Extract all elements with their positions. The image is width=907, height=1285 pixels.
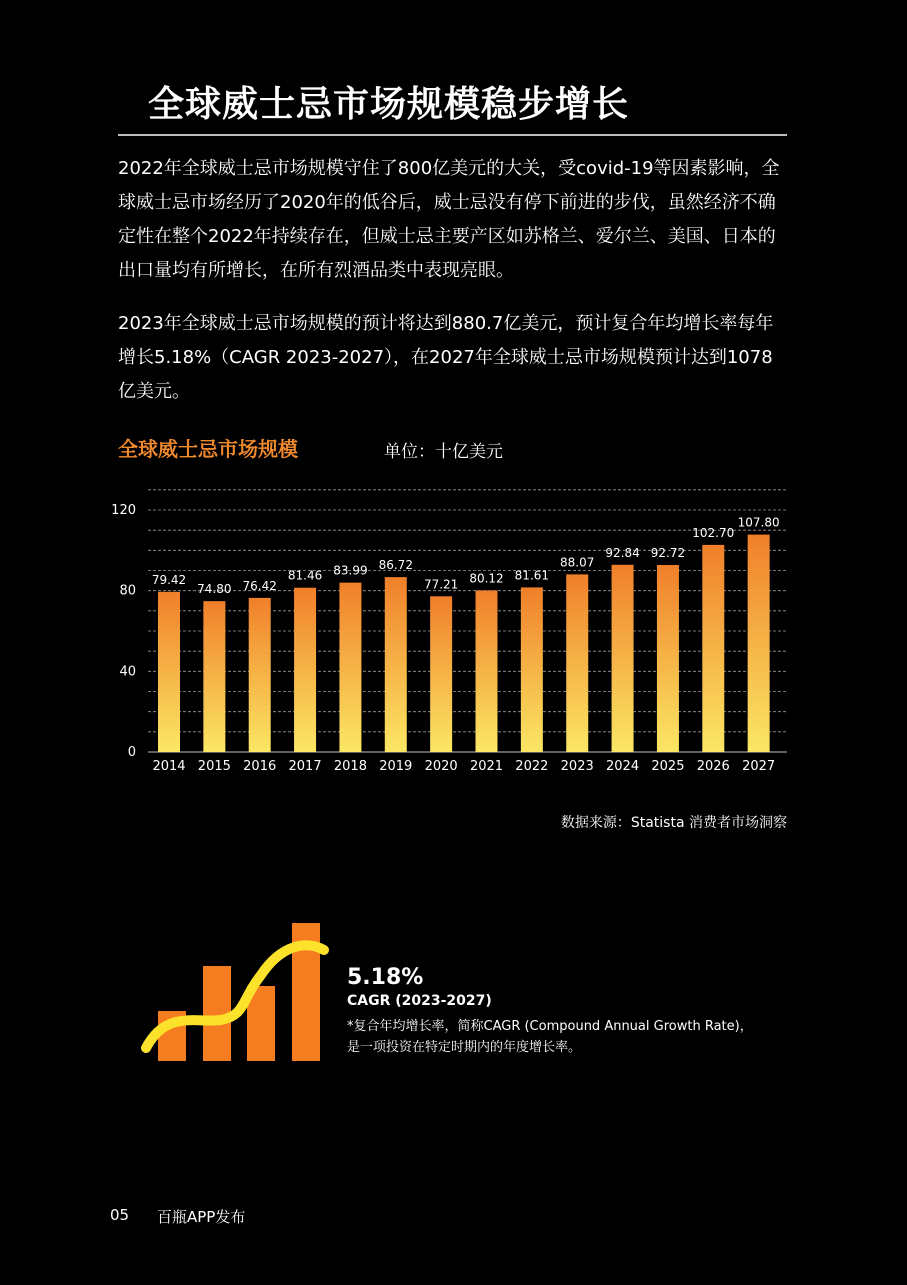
market-size-bar-chart [0,480,907,790]
chart-heading: 全球威士忌市场规模 [118,437,298,461]
bar-2017 [294,588,316,752]
bar-value-label: 74.80 [197,582,232,597]
x-tick-label: 2020 [424,759,458,774]
bar-2018 [339,583,361,752]
bar-2021 [476,590,498,752]
cagr-description [347,1016,797,1058]
bar-2026 [702,545,724,752]
intro-paragraph: 2022年全球威士忌市场规模守住了800亿美元的大关，受covid-19等因素影响，全球威士忌市场经历了2020年的低谷后，威士忌没有停下前进的步伐，虽然经济不确定性在整个2022年持续存在，但威士忌主要产区如苏格兰、爱尔兰、美国、日本的出口量均有所增长，在所有烈酒品类中表现亮眼。 [118,158,780,281]
bar-2014 [158,592,180,752]
bar-value-label: 92.72 [650,546,686,561]
bar-2016 [249,598,271,752]
bar-value-label: 107.80 [737,515,780,530]
bar-2015 [203,601,225,752]
bar-2023 [566,574,588,752]
bar-2022 [521,587,543,752]
cagr-label: CAGR (2023-2027) [347,993,492,1009]
cagr-value: 5.18% [347,965,424,990]
x-tick-label: 2015 [197,759,231,774]
growth-chart-icon [136,915,336,1075]
page-number: 05 [110,1206,130,1224]
x-tick-label: 2026 [696,759,730,774]
title-divider [118,134,787,136]
x-tick-label: 2025 [651,759,685,774]
x-tick-label: 2017 [288,759,322,774]
bar-value-label: 86.72 [378,558,413,573]
footer-brand: 百瓶APP发布 [157,1208,246,1226]
bar-2025 [657,565,679,752]
cagr-description-line: *复合年均增长率，简称CAGR (Compound Annual Growth Rate)， [347,1019,753,1034]
bar-value-label: 102.70 [692,525,735,540]
bar-value-label: 92.84 [605,545,640,560]
x-tick-label: 2022 [515,759,549,774]
bar-2020 [430,596,452,752]
bar-2024 [612,565,634,752]
data-source-note: 数据来源：Statista 消费者市场洞察 [560,815,787,831]
bar-value-label: 81.46 [287,568,323,583]
x-tick-label: 2021 [469,759,504,774]
y-tick-label: 0 [127,745,136,760]
forecast-paragraph: 2023年全球威士忌市场规模的预计将达到880.7亿美元，预计复合年均增长率每年增长5.18%（CAGR 2023-2027），在2027年全球威士忌市场规模预计达到1078亿美元。 [118,313,774,402]
bar-value-label: 80.12 [469,571,504,586]
x-tick-label: 2018 [333,759,367,774]
y-tick-label: 120 [111,503,136,518]
x-tick-label: 2027 [742,759,776,774]
bar-2027 [748,535,770,752]
bar-value-label: 88.07 [560,555,595,570]
cagr-description-line: 是一项投资在特定时期内的年度增长率。 [347,1040,582,1055]
bar-value-label: 83.99 [333,563,368,578]
bar-value-label: 81.61 [514,568,550,583]
x-tick-label: 2023 [560,759,594,774]
bar-value-label: 77.21 [423,577,459,592]
bar-value-label: 76.42 [242,578,277,593]
y-tick-label: 40 [119,664,136,680]
chart-unit-label: 单位：十亿美元 [384,442,503,462]
x-tick-label: 2019 [379,759,413,774]
y-tick-label: 80 [119,583,136,599]
bar-value-label: 79.42 [151,572,187,587]
bar-2019 [385,577,407,752]
page-title: 全球威士忌市场规模稳步增长 [148,84,630,125]
x-tick-label: 2024 [606,759,640,774]
x-tick-label: 2014 [152,759,186,774]
x-tick-label: 2016 [243,759,277,774]
